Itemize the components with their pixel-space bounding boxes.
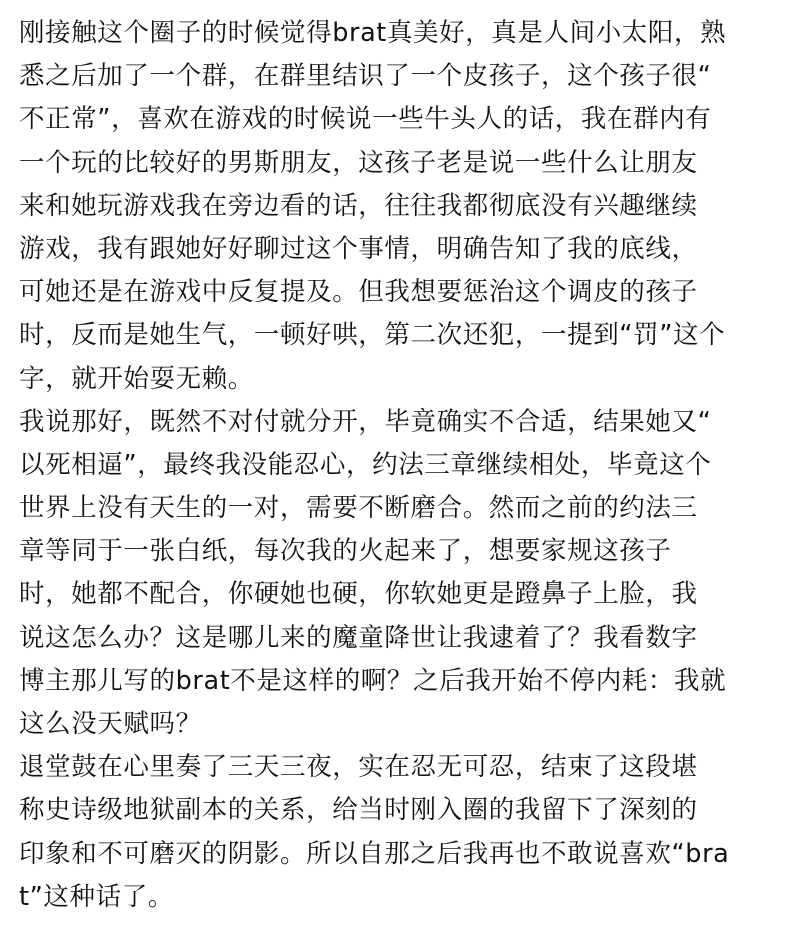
text-line: 称史诗级地狱副本的关系，给当时刚入圈的我留下了深刻的 [19, 795, 698, 826]
text-line: 时，反而是她生气，一顿好哄，第二次还犯，一提到“罚”这个 [19, 320, 726, 351]
text-line: 博主那儿写的brat不是这样的啊？之后我开始不停内耗：我就 [19, 665, 727, 696]
text-line: 退堂鼓在心里奏了三天三夜，实在忍无可忍，结束了这段堪 [19, 752, 698, 783]
text-line: 字，就开始耍无赖。 [19, 363, 254, 394]
text-line: 这么没天赋吗？ [19, 709, 202, 739]
text-line: 以死相逼”，最终我没能忍心，约法三章继续相处，毕竟这个 [19, 449, 712, 480]
paragraph-2 [19, 401, 789, 747]
text-line: 刚接触这个圈子的时候觉得brat真美好，真是人间小太阳，熟 [19, 18, 727, 48]
text-line: 世界上没有天生的一对，需要不断磨合。然而之前的约法三 [19, 493, 698, 524]
text-line: 不正常”，喜欢在游戏的时候说一些牛头人的话，我在群内有 [19, 104, 712, 135]
text-line: t”这种话了。 [19, 881, 174, 912]
paragraph-3 [19, 746, 789, 919]
text-line: 说这怎么办？这是哪儿来的魔童降世让我逮着了？我看数字 [19, 622, 698, 653]
text-line: 章等同于一张白纸，每次我的火起来了，想要家规这孩子 [19, 536, 672, 567]
text-line: 可她还是在游戏中反复提及。但我想要惩治这个调皮的孩子 [19, 277, 698, 308]
post-body [19, 12, 789, 919]
text-line: 游戏，我有跟她好好聊过这个事情，明确告知了我的底线， [19, 233, 698, 264]
text-line: 印象和不可磨灭的阴影。所以自那之后我再也不敢说喜欢“bra [19, 838, 730, 869]
text-line: 一个玩的比较好的男斯朋友，这孩子老是说一些什么让朋友 [19, 147, 698, 178]
text-line: 悉之后加了一个群，在群里结识了一个皮孩子，这个孩子很“ [19, 61, 712, 92]
paragraph-1 [19, 12, 789, 401]
text-line: 来和她玩游戏我在旁边看的话，往往我都彻底没有兴趣继续 [19, 190, 698, 221]
text-line: 我说那好，既然不对付就分开，毕竟确实不合适，结果她又“ [19, 406, 712, 437]
text-line: 时，她都不配合，你硬她也硬，你软她更是蹬鼻子上脸，我 [19, 579, 698, 610]
